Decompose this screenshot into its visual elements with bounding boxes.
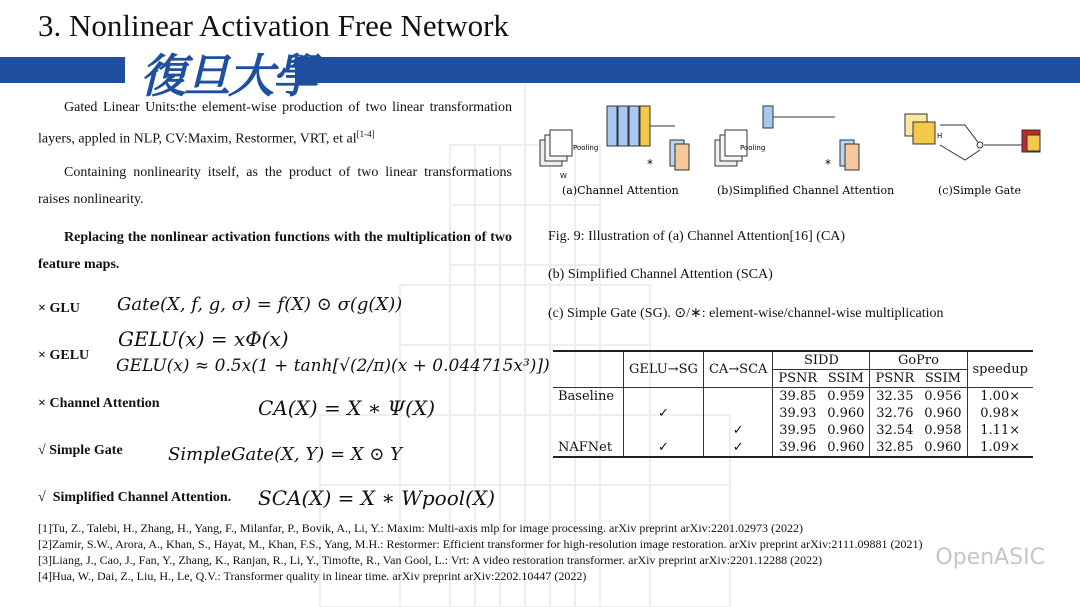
svg-text:H: H [937, 132, 943, 140]
header-ca-sca: CA→SCA [703, 351, 772, 388]
fudan-logo: 復旦大學 [140, 49, 316, 103]
item-glu-label: × GLU [38, 301, 80, 316]
citation-sup: [1-4] [356, 129, 375, 139]
simple-gate-diagram [905, 114, 1040, 160]
reference-1: [1]Tu, Z., Talebi, H., Zhang, H., Yang, F., Milanfar, P., Bovik, A., Li, Y.: Maxim: Multi-axis mlp for image processing. arXiv preprint arXiv:2201.02973 (2022) [38, 521, 803, 535]
pooling-label-a: Pooling [573, 144, 599, 152]
equation-gelu-approx: GELU(x) ≈ 0.5x(1 + tanh[√(2/π)(x + 0.044715x³)]) [116, 356, 550, 376]
simplified-channel-attention-diagram [715, 106, 859, 171]
svg-text:*: * [647, 157, 653, 171]
openasic-watermark: OpenASIC [935, 545, 1045, 570]
figure-illustration [535, 100, 1045, 202]
figure-caption-line1: Fig. 9: Illustration of (a) Channel Attention[16] (CA) [548, 229, 846, 244]
subheader-sidd-ssim: SSIM [822, 370, 870, 388]
subfig-b-label: (b)Simplified Channel Attention [717, 184, 895, 197]
references [38, 520, 923, 584]
table-row: Baseline 39.85 0.959 32.35 0.956 1.00× [553, 388, 1033, 406]
reference-4: [4]Hua, W., Dai, Z., Liu, H., Le, Q.V.: Transformer quality in linear time. arXiv preprint arXiv:2202.10447 (2022) [38, 569, 587, 583]
item-sg-label: √ Simple Gate [38, 443, 123, 458]
item-sca-label: √ Simplified Channel Attention. [38, 490, 232, 505]
header-gelu-sg: GELU→SG [624, 351, 704, 388]
paragraph-glu [38, 94, 512, 153]
paragraph-nonlinearity-text: Containing nonlinearity itself, as the product of two linear transformations raises nonlinearity. [38, 165, 512, 207]
svg-text:*: * [825, 157, 831, 171]
figure-caption-line2: (b) Simplified Channel Attention (SCA) [548, 267, 773, 282]
equation-sg: SimpleGate(X, Y) = X ⊙ Y [168, 444, 403, 465]
reference-3: [3]Liang, J., Cao, J., Fan, Y., Zhang, K., Ranjan, R., Li, Y., Timofte, R., Van Gool, L.: Vrt: A video restoration transformer. arXiv preprint arXiv:2201.12288 (2022) [38, 553, 823, 567]
paragraph-nonlinearity [38, 159, 512, 213]
equation-ca: CA(X) = X ∗ Ψ(X) [258, 396, 435, 420]
channel-attention-diagram [540, 106, 689, 180]
table-row: ✓ 39.93 0.960 32.76 0.960 0.98× [553, 405, 1033, 422]
header-gopro: GoPro [870, 351, 967, 370]
equation-gelu: GELU(x) = xΦ(x) [118, 327, 289, 351]
header-speedup: speedup [967, 351, 1033, 388]
pooling-label-b: Pooling [740, 144, 766, 152]
paragraph-glu-text: Gated Linear Units:the element-wise production of two linear transformation layers, appled in NLP, CV:Maxim, Restormer, VRT, et al [38, 100, 512, 147]
figure-caption-line3: (c) Simple Gate (SG). ⊙/∗: element-wise/channel-wise multiplication [548, 306, 944, 321]
table-row: ✓ 39.95 0.960 32.54 0.958 1.11× [553, 422, 1033, 439]
page-title: 3. Nonlinear Activation Free Network [38, 8, 509, 43]
svg-text:W: W [560, 172, 567, 180]
reference-2: [2]Zamir, S.W., Arora, A., Khan, S., Hayat, M., Khan, F.S., Yang, M.H.: Restormer: Efficient transformer for high-resolution image restoration. arXiv preprint arXiv:2111.09881 (2021) [38, 537, 923, 551]
paragraph-replacing-text: Replacing the nonlinear activation functions with the multiplication of two feature maps. [38, 230, 512, 272]
item-ca-label: × Channel Attention [38, 396, 160, 411]
subfig-c-label: (c)Simple Gate [938, 184, 1022, 197]
table-row: NAFNet ✓ ✓ 39.96 0.960 32.85 0.960 1.09× [553, 439, 1033, 457]
header-bar-left [0, 57, 125, 83]
header-bar-right [295, 57, 1080, 83]
results-table [553, 350, 1033, 458]
subheader-sidd-psnr: PSNR [778, 371, 818, 386]
paragraph-replacing [38, 224, 512, 278]
equation-glu: Gate(X, f, g, σ) = f(X) ⊙ σ(g(X)) [117, 294, 403, 315]
subfig-a-label: (a)Channel Attention [562, 184, 679, 197]
header-sidd: SIDD [773, 351, 870, 370]
subheader-gopro-ssim: SSIM [919, 370, 967, 388]
item-gelu-label: × GELU [38, 348, 90, 363]
equation-sca: SCA(X) = X ∗ Wpool(X) [258, 486, 495, 510]
subheader-gopro-psnr: PSNR [875, 371, 915, 386]
